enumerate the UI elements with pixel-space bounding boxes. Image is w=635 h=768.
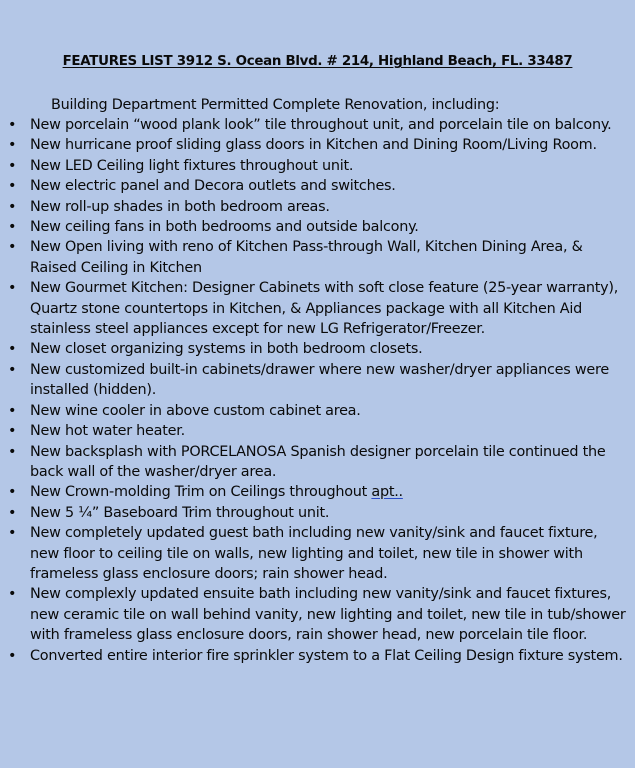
feature-text: New closet organizing systems in both bedroom closets. [30, 341, 423, 358]
bullet-icon: • [8, 484, 17, 501]
bullet-icon: • [8, 341, 17, 358]
feature-text: New 5 ¼” Baseboard Trim throughout unit. [30, 504, 330, 521]
bullet-icon: • [8, 423, 17, 440]
feature-text: New complexly updated ensuite bath including new vanity/sink and faucet fixtures, new ceramic tile on wall behind vanity, new lighting and toilet, new tile in tub/shower with frameless glass enclosure doors, rain shower head, new porcelain tile floor. [30, 586, 626, 644]
list-item [0, 156, 635, 176]
list-item [0, 442, 635, 483]
bullet-icon: • [8, 117, 17, 133]
list-item [0, 360, 635, 401]
feature-text: New completely updated guest bath including new vanity/sink and faucet fixture, new floor to ceiling tile on walls, new lighting and toilet, new tile in shower with frameless glass enclosure doors; rain shower head. [30, 525, 598, 582]
list-item [0, 176, 635, 196]
feature-text: New customized built-in cabinets/drawer where new washer/dryer appliances were installed (hidden). [30, 361, 609, 399]
bullet-icon: • [8, 239, 17, 256]
feature-text: New backsplash with PORCELANOSA Spanish designer porcelain tile continued the back wall of the washer/dryer area. [30, 443, 606, 480]
bullet-icon: • [8, 157, 17, 174]
bullet-icon: • [8, 443, 17, 460]
list-item [0, 421, 635, 441]
bullet-icon: • [8, 525, 17, 542]
list-item [0, 135, 635, 155]
bullet-icon: • [8, 280, 17, 297]
feature-text: Converted entire interior fire sprinkler system to a Flat Ceiling Design fixture system. [30, 647, 623, 664]
bullet-icon: • [8, 137, 17, 154]
feature-text: New electric panel and Decora outlets and switches. [30, 178, 396, 195]
feature-text: New roll-up shades in both bedroom areas. [30, 198, 330, 215]
feature-text: New Crown-molding Trim on Ceilings throughout [30, 484, 372, 501]
intro-text: Building Department Permitted Complete Renovation, including: [51, 97, 500, 113]
feature-text: New wine cooler in above custom cabinet area. [30, 402, 361, 419]
feature-text: New Gourmet Kitchen: Designer Cabinets with soft close feature (25-year warranty), Quartz stone countertops in Kitchen, & Appliances package with all Kitchen Aid stainless steel appliances except for new LG Refrigerator/Freezer. [30, 280, 619, 338]
bullet-icon: • [8, 198, 17, 215]
bullet-icon: • [8, 178, 17, 195]
bullet-icon: • [8, 219, 17, 236]
feature-text: New hot water heater. [30, 423, 185, 440]
list-item [0, 339, 635, 359]
bullet-icon: • [8, 647, 17, 664]
list-item [0, 482, 635, 502]
feature-text: New LED Ceiling light fixtures throughout unit. [30, 157, 354, 174]
apt-link[interactable]: apt.. [371, 484, 403, 501]
list-item [0, 584, 635, 645]
list-item [0, 646, 635, 666]
document-title: FEATURES LIST 3912 S. Ocean Blvd. # 214, Highland Beach, FL. 33487 [62, 54, 573, 69]
list-item [0, 237, 635, 278]
bullet-icon: • [8, 402, 17, 419]
feature-text: New hurricane proof sliding glass doors in Kitchen and Dining Room/Living Room. [30, 137, 597, 154]
list-item [0, 503, 635, 523]
list-item [0, 278, 635, 339]
list-item [0, 197, 635, 217]
bullet-icon: • [8, 361, 17, 378]
bullet-icon: • [8, 504, 17, 521]
list-item [0, 523, 635, 584]
feature-text: New porcelain “wood plank look” tile throughout unit, and porcelain tile on balcony. [30, 117, 612, 133]
feature-text: New ceiling fans in both bedrooms and outside balcony. [30, 219, 419, 236]
features-list [0, 115, 635, 666]
list-item [0, 217, 635, 237]
bullet-icon: • [8, 586, 17, 603]
list-item [0, 115, 635, 135]
feature-text: New Open living with reno of Kitchen Pass-through Wall, Kitchen Dining Area, & Raised Ceiling in Kitchen [30, 239, 583, 276]
list-item [0, 401, 635, 421]
